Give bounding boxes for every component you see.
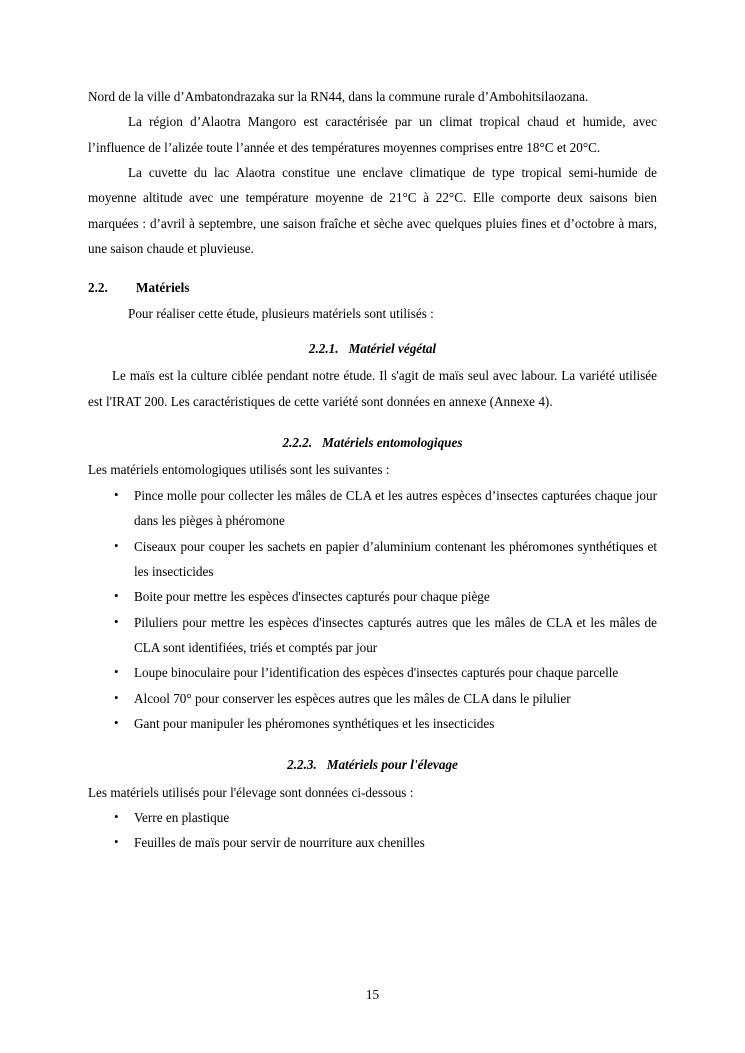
heading-materiels-entomologiques-title: Matériels entomologiques — [322, 435, 463, 451]
heading-materiels — [88, 275, 657, 300]
heading-materiels-elevage-title: Matériels pour l'élevage — [326, 757, 458, 773]
paragraph-entomologiques-intro: Les matériels entomologiques utilisés sont les suivantes : — [88, 462, 390, 478]
page-number: 15 — [365, 987, 380, 1002]
heading-materiel-vegetal-title: Matériel végétal — [348, 341, 437, 357]
list-item: • Pince molle pour collecter les mâles de CLA et les autres espèces d’insectes capturées chaque jour dans les pièges à phéromone — [88, 483, 657, 534]
list-item: • Loupe binoculaire pour l’identification des espèces d'insectes capturés pour chaque parcelle — [88, 660, 657, 685]
list-materiels-elevage — [88, 805, 657, 856]
list-item: • Ciseaux pour couper les sachets en papier d’aluminium contenant les phéromones synthétiques et les insecticides — [88, 534, 657, 585]
list-item: • Piluliers pour mettre les espèces d'insectes capturés autres que les mâles de CLA et les mâles de CLA sont identifiées, triés et comptés par jour — [88, 610, 657, 661]
list-item: • Boite pour mettre les espèces d'insectes capturés pour chaque piège — [88, 584, 657, 609]
paragraph-elevage-intro: Les matériels utilisés pour l'élevage sont données ci-dessous : — [88, 784, 414, 800]
paragraph-climate-lake: La cuvette du lac Alaotra constitue une enclave climatique de type tropical semi-humide de moyenne altitude avec une température moyenne de 21°C à 22°C. Elle comporte deux saisons bien marquées : d’avril à septembre, une saison fraîche et sèche avec quelques pluies fines et d’octobre à mars, une saison chaude et pluvieuse. — [88, 165, 657, 257]
heading-materiel-vegetal-number: 2.2.1. — [308, 341, 339, 357]
heading-materiels-entomologiques — [88, 430, 657, 455]
list-item: • Alcool 70° pour conserver les espèces autres que les mâles de CLA dans le pilulier — [88, 686, 657, 711]
heading-materiels-elevage-number: 2.2.3. — [287, 757, 317, 773]
document-body — [88, 84, 657, 856]
paragraph-climate-region: La région d’Alaotra Mangoro est caractérisée par un climat tropical chaud et humide, avec l’influence de l’alizée toute l’année et des températures moyennes comprises entre 18°C et 20°C. — [88, 114, 657, 155]
list-item: • Gant pour manipuler les phéromones synthétiques et les insecticides — [88, 711, 657, 736]
heading-materiels-number: 2.2. — [88, 280, 108, 296]
paragraph-intro-location: Nord de la ville d’Ambatondrazaka sur la RN44, dans la commune rurale d’Ambohitsilaozana. — [88, 89, 589, 104]
heading-materiels-entomologiques-number: 2.2.2. — [282, 435, 313, 451]
paragraph-materiels-intro: Pour réaliser cette étude, plusieurs matériels sont utilisés : — [128, 305, 434, 321]
list-item: • Feuilles de maïs pour servir de nourriture aux chenilles — [88, 830, 657, 855]
list-materiels-entomologiques — [88, 483, 657, 736]
heading-materiels-elevage — [88, 752, 657, 777]
heading-materiel-vegetal — [88, 336, 657, 361]
list-item: • Verre en plastique — [88, 805, 657, 830]
heading-materiels-title: Matériels — [136, 280, 190, 296]
paragraph-mais-variete: Le maïs est la culture ciblée pendant notre étude. Il s'agit de maïs seul avec labour. La variété utilisée est l'IRAT 200. Les caractéristiques de cette variété sont données en annexe (Annexe 4). — [88, 368, 657, 409]
